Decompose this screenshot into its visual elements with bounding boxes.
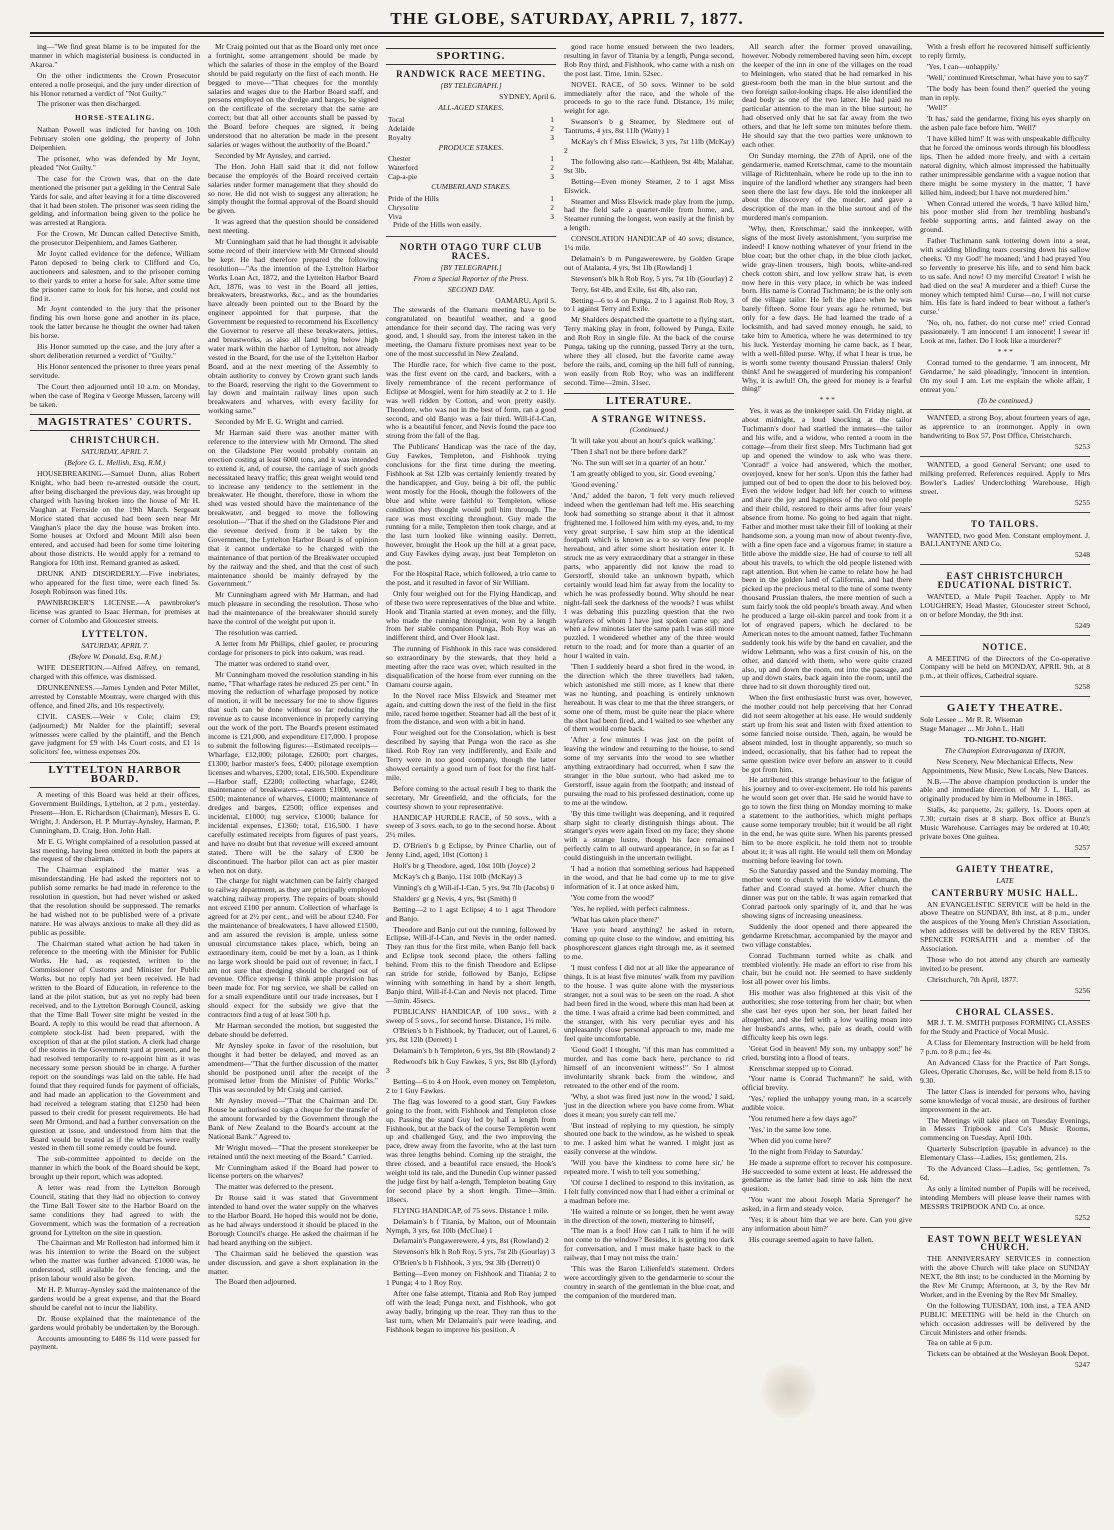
- article-text: His Honor summed up the case, and the jury after a short deliberation returned a verdict of "Guilty.": [30, 342, 200, 360]
- ad-number: 5258: [1074, 682, 1090, 692]
- article-text: The Court then adjourned until 10 a.m. on Monday, when the case of Regina v George Mussen, larceny will be taken.: [30, 381, 200, 409]
- stakes-title: ALL-AGED STAKES.: [438, 102, 504, 112]
- article-text: Delamain's b f Titania, by Malton, out of Mountain Nymph, 3 yrs, 6st 10lb (McClue) 1: [386, 1216, 556, 1235]
- article-text: Mr Harman seconded the motion, but suggested the debate should be deferred.: [208, 1020, 378, 1039]
- continued-label: (Continued.): [629, 425, 669, 435]
- ad-text: The Meetings will take place on Tuesday Evenings, in Messrs Tripbook and Co's Music Rooms, commencing on Tuesday, April 10th.: [920, 1115, 1090, 1143]
- article-text: Pride of the Hills won easily.: [393, 220, 482, 230]
- article-text: After one false attempt, Titania and Rob Roy jumped off with the lead; Punga next, and Fishhook, who got away badly, bringing up the rear. They ran thus to the last turn, when Mr Delamain's pair were leading, and Fishhook began to improve his position. A: [386, 1288, 556, 1334]
- dateline: SYDNEY, April 6.: [499, 91, 556, 101]
- classified-ad: [920, 409, 1090, 452]
- article-text: The flag was lowered to a good start, Guy Fawkes going to the front, with Fishhook and Templeton close up. Passing the stand Guy led by half a length from Fishhook, but at the back of the course Templeton went up and challenged Guy, and the two improving the pace, drew away from the favorite, who at the last turn was three lengths behind. Coming up the straight, the three closed, and a beautiful race ensued, the Hook's weight told its tale, and the Dunedin Cup winner passed the judge first by half a-length, Templeton beating Guy for second place by a short length. Time—3min. 18secs.: [386, 1096, 556, 1204]
- article-text: Dr Rouse said it was stated that Government intended to hand over the water supply on the wharves to the Harbor Board. He hoped this would not be done, as he had always understood it should be placed in the Borough Council's charge. He asked the chairman if he had heard anything on the subject.: [208, 1193, 378, 1247]
- dateline: SATURDAY, APRIL 7.: [81, 641, 149, 651]
- ad-number: 5256: [1074, 985, 1090, 995]
- article-text: HANDICAP HURDLE RACE, of 50 sovs., with a sweep of 3 sovs. each, to go to the second horse. About 2½ miles.: [386, 812, 556, 840]
- table-row: Chester 1: [388, 154, 554, 164]
- classified-ad: [920, 1227, 1090, 1371]
- article-text: A meeting of this Board was held at their offices, Government Buildings, Lyttelton, at 2 p.m., yesterday. Present—Hon. E. Richardson (Chairman), Messrs E. G. Wright, J. Anderson, H. P. Murray-Aynsley, Harman, P. Cunningham, D. Craig, Hon. John Hall.: [30, 790, 200, 835]
- article-text: Vinning's ch g Will-if-I-Can, 5 yrs, 9st 7lb (Jacobs) 0: [393, 882, 555, 892]
- story-text: So the Saturday passed and the Sunday morning. The mother went to church with the widow Lehmann, the father and Conrad stayed at home. After church the dinner was put on the table. It was again remarked that Conrad partook only sparingly of it, and that he was showing signs of increasing uneasiness.: [742, 866, 912, 920]
- classified-ad: [920, 512, 1090, 561]
- story-text: 'And,' added the baron, 'I felt very much relieved indeed when the gentleman had left me. His searching look had something so strange about it that it almost frightened me. I followed him with my eyes, and, to my very great surprise, I saw him stop at the identical footpath which is known as a to so very few people hereabout, and after some short hesitation enter it. It struck me as very extraordinary that a stranger in these parts, who apparently did not know the road to Gerstorff, should take an unknown bypath, which certainly would lead him far away from the locality to which he was professedly bound. Why should he near night-fall seek the darkness of the woods? I was whilst I was debating this puzzling question that the two wayfarers of whom I have just spoken came up; and when a few minutes later the same path I was still more puzzled. I wondered whether any of the three would return to the road; and for more than a quarter of an hour I waited in vain.: [564, 490, 734, 661]
- ad-line: The Champion Extravaganza of IXION,: [944, 745, 1066, 755]
- article-text: Mr Cunningham agreed with Mr Harman, and had much pleasure in seconding the resolution. Those who had the maintenance of the breakwater should surely have the control of the weight put upon it.: [208, 590, 378, 627]
- article-text: Seconded by Mr Aynsley, and carried.: [215, 150, 331, 160]
- article-text: Betting—Even money on Fishhook and Titania; 2 to 1 Punga; 4 to 1 Roy Roy.: [386, 1269, 556, 1288]
- story-text: When the first enthusiastic burst was over, however, the mother could not help perceiving that her Conrad did not seem altogether at his ease. He would suddenly start up from his seat and listen with fixed attention to some fancied noise outside. Then, again, he would be absent minded, lost in thought apparently, so much so indeed, occasionally, that his father had to repeat the same question twice over before an answer to it could be got from him.: [742, 693, 912, 774]
- sub-heading: A STRANGE WITNESS.: [591, 413, 707, 424]
- ad-text: WANTED, a Male Pupil Teacher. Apply to Mr LOUGHREY, Head Master, Gloucester street School, on or before Monday, the 9th inst.: [920, 592, 1090, 619]
- article-text: DRUNKENNESS.—James Lynden and Peter Millet, arrested by Constable Moutray, were charged with this offence, and fined 20s, and 10s respectively.: [30, 683, 200, 710]
- table-row: Adelaide 2: [388, 123, 554, 133]
- story-text: He made a supreme effort to recover his composure. He succeeded to some extent at least. He addressed the gendarme as the latter had time to ask him the next question.: [742, 1157, 912, 1194]
- ad-text: To the Advanced Class—Ladies, 5s; gentlemen, 7s 6d.: [920, 1164, 1090, 1182]
- ad-line: New Scenery, New Mechanical Effects, New Appointments, New Music, New Locals, New Dances.: [921, 756, 1089, 775]
- ad-title: CHORAL CLASSES.: [955, 1006, 1055, 1017]
- stakes-title: PRODUCE STAKES.: [438, 142, 504, 152]
- ad-number: 5249: [1074, 620, 1090, 630]
- story-text: All search after the former proved unavailing, however. Nobody remembered having seen him, except the keeper of the inn in one of the villages on the road to Meiningen, who stated that he had remarked in his guest-room both the man in the blue surtout and the two foreign sailor-looking chaps. He also identified the dead body as one of the two latter. He had paid no particular attention to the man in the blue surtout; he had observed only that he sat far away from the two others, and that he left some ten minutes before them. He should say that the two parties were unknown to each other.: [742, 43, 912, 149]
- table-row: Pride of the Hills 1: [388, 194, 554, 204]
- article-text: O'Brien's b h Fishhook, 3 yrs, 9st 3lb (Derrett) 0: [393, 1258, 540, 1268]
- story-text: Father Tuchmann sank tottering down into a seat, with scalding blinding tears coursing down his sallow cheeks. 'O my God!' he moaned; 'and I had prayed You so fervently to preserve his life, and to send him back to us safe. And now! O my merciful Creator! I wish he had died on the sea! A murderer and a thief! Curse the money which tempted him! Curse—no, I will not curse him. His fate is hard indeed to bear without a father's curse.': [920, 236, 1090, 317]
- story-text: Suddenly the door opened and there appeared the gendarme Kretschmar, accompanied by the mayor and two village constables.: [742, 921, 912, 949]
- story-text: Conrad turned to the gendarme. 'I am innocent, Mr Gendarme,' he said pleadingly, 'innocent in intention. On my soul I am. Let me explain the whole affair, I entreat you.': [920, 357, 1090, 394]
- article-text: McKay's ch f Miss Elswick, 3 yrs, 7st 11lb (McKay) 2: [564, 137, 734, 155]
- article-text: The stewards of the Oamaru meeting have to be congratulated on beautiful weather, and a good attendance for their second day. The racing was very good, and, I should say, from the interest taken in the meeting, the Oamaru fixture promises next year to be one of the most successful in New Zealand.: [386, 304, 556, 359]
- article-text: Seconded by Mr E. G. Wright and carried.: [215, 417, 344, 427]
- results-table: [386, 115, 556, 142]
- ad-line: TO-NIGHT. TO-NIGHT.: [964, 734, 1046, 744]
- story-text: 'I have killed him!' It was with unspeakable difficulty that he forced the ominous words through his bloodless lips. Then he added more freely, and with a certain natural dignity, which almost impressed the habitually rather unimpressible gendarme with a vague notion that there might be some mystery in the matter, 'I have killed him, indeed; but I have not murdered him.': [920, 134, 1090, 197]
- ad-title: NOTICE.: [982, 641, 1028, 652]
- article-text: Mr Wright moved—"That the present storekeeper be retained until the next meeting of the Board." Carried.: [208, 1142, 378, 1161]
- article-text: Nathan Powell was indicted for having on 10th February stolen one gelding, the property of John Deipenhien.: [30, 125, 200, 153]
- article-text: Dr. Rouse explained that the maintenance of the gardens would probably be undertaken by the Borough.: [30, 1313, 200, 1332]
- article-text: For the Hospital Race, which followed, a trio came to the post, and it resulted in favor of Sir William.: [386, 568, 556, 587]
- ad-text: WANTED, a strong Boy, about fourteen years of age, as apprentice to an ironmonger. Apply in own handwriting to Box 57, Post Office, Christchurch.: [920, 413, 1090, 441]
- dateline: OAMARU, April 5.: [495, 295, 556, 305]
- story-text: 'Then I suddenly heard a shot fired in the wood, in the direction which the three travellers had taken, which astonished me still more, as I knew that there was no hunting, and poaching is entirely unknown hereabout. It was clear to me that the three strangers, or some one of them, must be quite near the place where the shot had been fired, and I waited to see whether any of them would come back.: [564, 662, 734, 734]
- article-text: D. O'Brien's b g Eclipse, by Prince Charlie, out of Jenny Lind, aged, 10st (Cotton) 1: [386, 841, 556, 860]
- sub-heading: NORTH OTAGO TURF CLUB RACES.: [399, 242, 543, 262]
- article-text: Mr Cunningham moved the resolution standing in his name, "That wharfage rates be reduced 25 per cent." In moving the reduction of wharfage proposed by notice of motion, it will be necessary for me to show figures that such can be done without so far reducing the revenue as to cause inconvenience in properly carrying out the work of the port. The Board's present estimated income is £21,000, and expenditure £17,000. I propose to submit the following figures:—Estimated receipts—Wharfage, £12,000; pilotage, £2600; port charges, £1300; harbor master's fees, £400; pilotage exemption licenses and wharves, £200; total, £16,500. Expenditure—Harbor staff, £2200; collecting wharfage, £240; maintenance of breakwaters—eastern £1000, western £500; maintenance of wharves, £1000; maintenance of dredges and barges, £2500; office expenses and incidental, £1000; tug service, £1000; balance for incidental expenses, £1360; total, £16,500. I have carefully estimated receipts from figures of past years, and have no doubt but that revenue will exceed amount stated. There will be the salary of £300 be discontinued. The harbor pilot can act as pier master when not on duty.: [208, 669, 378, 875]
- story-text: 'I am greatly obliged to you, sir. Good evening.': [571, 469, 716, 479]
- article-text: In the Novel race Miss Elswick and Steamer met again, and cutting down the rest of the field in the first mile, raced home together. Steamer had all the best of it from the distance, and won with a bit in hand.: [386, 690, 556, 727]
- story-text: 'But instead of replying to my question, he simply shouted one back to the window, as he wished to speak to me. I asked him what he wanted. I might just as easily converse at the window.: [564, 1120, 734, 1157]
- column-4: [564, 43, 734, 1523]
- story-text: 'It will take you about an hour's quick walking.': [571, 436, 715, 446]
- article-text: ing—"We find great blame is to be imputed for the manner in which magisterial business is conducted in Akaroa.": [30, 43, 200, 69]
- story-text: 'After a few minutes I was just on the point of leaving the window and returning to the house, to send some of my servants into the wood to see whether anything extraordinary had occurred, when I saw the stranger in the blue surtout, who had asked me to Gerstorff, issue again from the footpath; and instead of pursuing the road to his professed destination, come up to me at the window.: [564, 735, 734, 807]
- article-text: Mr Shalders despatched the quartette to a flying start, Terry making play in front, followed by Punga, Exile and Rob Roy in single file. At the back of the course Punga, taking up the running, passed Terry at the turn, where they all closed, but the favorite came away before the rails, and, coming up the hill full of running, won easily from Rob Roy, who was an indifferent second. Time—2min. 31sec.: [564, 315, 734, 387]
- story-text: 'You want me about Joseph Maria Sprenger?' he asked, in a firm and steady voice.: [742, 1195, 912, 1214]
- article-text: The matter was ordered to stand over.: [215, 658, 330, 668]
- article-text: Delamain's b m Pungawerewere, by Golden Grape out of Atalanta, 4 yrs, 9st 1lb (Rowland) 1: [564, 253, 734, 272]
- byline: From a Special Reporter of the Press.: [413, 273, 529, 283]
- ad-text: Stalls, 4s; parquette, 2s; gallery, 1s. Doors open at 7.30; curtain rises at 8 sharp. Box office at Bunz's Music Warehouse. Carriages may be ordered at 10.40; private boxes One guinea.: [920, 805, 1090, 841]
- column-6: [920, 43, 1090, 1523]
- article-text: The prisoner, who was defended by Mr Joynt, pleaded "Not Guilty.": [30, 153, 200, 172]
- story-text: 'Good evening.': [571, 479, 619, 489]
- article-text: Holt's br g Theodore, aged, 10st 10lb (Joyce) 2: [393, 861, 536, 871]
- article-text: DRUNK AND DISORDERLY.—Five inebriates, who appeared for the first time, were each fined 5s. Joseph Robinson was fined 10s.: [30, 569, 200, 596]
- article-text: The prisoner was then discharged.: [37, 99, 141, 109]
- article-text: For the Crown, Mr Duncan called Detective Smith, the prosecutor Deipenhiem, and James Gatherer.: [30, 229, 200, 248]
- classified-ad: [920, 696, 1090, 853]
- results-table: [386, 154, 556, 181]
- ad-line: LATE: [996, 875, 1014, 885]
- column-2: [208, 43, 378, 1523]
- telegraph-line: [BY TELEGRAPH.]: [440, 263, 502, 273]
- continued-label: (To be continued.): [977, 395, 1033, 405]
- results-table: [386, 194, 556, 221]
- article-text: Mr Joynt called evidence for the defence, William Paton deposed to being clerk to Clifford and Co, auctioneers and salesmen, and to the prisoner coming to their yards to enter a horse for sale. After some time the prisoner came to look for his horse, and could not find it.: [30, 249, 200, 303]
- section-heading: MAGISTRATES' COURTS.: [30, 414, 200, 431]
- article-text: On the other indictments the Crown Prosecutor entered a nolle prosequi, and the jury under direction of his Honor returned a verdict of "Not Guilty.": [30, 70, 200, 98]
- story-text: 'Of course I declined to respond to this invitation, as I felt fully convinced now that I had either a criminal or a madman before me.: [564, 1177, 734, 1205]
- article-text: FLYING HANDICAP, of 75 sovs. Distance 1 mile.: [393, 1205, 549, 1215]
- story-text: He attributed this strange behaviour to the fatigue of his journey and to over-excitement. He told his parents he would soon get over that. He said he would have to go to town the first thing on Monday morning to make a statement to the authorities, which might perhaps cause some temporary trouble; but it would be all right in the end, he was quite sure. When his parents pressed him to be more explicit, he told them not to trouble about it; it was all right. He would tell them on Monday morning before leaving for town.: [742, 775, 912, 865]
- ad-title: CANTERBURY MUSIC HALL.: [931, 887, 1079, 898]
- article-text: A letter from Mr Phillips, chief gaoler, re procuring cordage for prisoners to pick into oakum, was read.: [208, 638, 378, 657]
- story-text: 'Why, a shot was fired just now in the wood,' I said, 'just in the direction where you have come from. What does it mean; you surely can tell me.': [564, 1091, 734, 1119]
- table-row: Waterford 2: [388, 163, 554, 173]
- article-text: The Chairman stated what action he had taken in reference to the meeting with the Minister for Public Works. He had, as requested, written to the Commissioner of Customs and Minister for Public Works, but no reply had yet been received. He had written to the Board of Education, in reference to the land at the pilot station, but as yet no reply had been received, and to the Lyttelton Borough Council, asking that the Time Ball Tower site might be vested in the Board. A reply to this would be read that afternoon. A complete stock-list had been prepared, with the exception of that at the pilot station. A clerk had charge of the stores in the Government yard at present, and he had resolved temporarily to re-appoint him as it was necessary some person should be in charge. A further report on the soundings was laid on the table. He had found that they required funds for payment of officials, and had made an application to the Government and had received a telegram stating that £1250 had been passed to their credit for present requirements. He had seen Mr Ormond, and had a further conversation on the question at issue, and understood from him that the Board would be treated as if the wharves were really vested in them till some remedy could be found.: [30, 938, 200, 1153]
- masthead: THE GLOBE, SATURDAY, APRIL 7, 1877.: [390, 9, 744, 28]
- article-text: Swanson's b g Steamer, by Sledmere out of Tantrums, 4 yrs, 8st 11lb (Watty) 1: [564, 117, 734, 136]
- article-text: Mr Aynsley moved—"That the Chairman and Dr. Rouse be authorised to sign a cheque for the transfer of the amount forwarded by the Government through the Bank of New Zealand to the Board's account at the National Bank." Agreed to.: [208, 1096, 378, 1141]
- article-text: The matter was deferred to the present.: [215, 1182, 334, 1192]
- story-text: 'Will you have the kindness to come here sir,' he repeated more. 'I wish to tell you something.': [564, 1158, 734, 1177]
- article-text: McKay's ch g Banjo, 11st 10lb (McKay) 3: [393, 871, 522, 881]
- ad-text: MR J. T. M. SMITH purposes FORMING CLASSES for the Study and Practice of Vocal Music.: [920, 1018, 1090, 1037]
- article-text: Mr Aynsley spoke in favor of the resolution, but thought it had better be delayed, and moved as an amendment—"That the further discussion of the matter should be postponed until after the receipt of the promised letter from the Minister of Public Works." This was seconded by Mr Craig and carried.: [208, 1040, 378, 1095]
- ad-number: 5248: [1074, 550, 1090, 560]
- story-text: 'When did you come here?': [749, 1135, 832, 1145]
- article-text: Betting—6 to 4 on Hook, even money on Templeton, 2 to 1 Guy Fawkes.: [386, 1077, 556, 1095]
- article-text: The following also ran:—Kathleen, 9st 4lb; Malahar, 9st 3lb.: [564, 156, 734, 175]
- article-text: Betting—6 to 4 on Punga, 2 to 1 against Rob Roy, 3 to 1 against Terry and Exile.: [564, 295, 734, 314]
- story-text: 'Good God! I thought, "if this man has committed a murder, and has come back here, perchance to rid himself of an inconvenient witness!" So I almost involuntarily shrank back from the window, and retreated to the other end of the room.: [564, 1045, 734, 1090]
- article-text: Shalders' gr g Nevis, 4 yrs, 9st (Smith) 0: [393, 893, 517, 903]
- article-text: Delamain's b h Templeton, 6 yrs, 9st 8lb (Rowland) 2: [393, 1046, 556, 1056]
- ad-text: A MEETING of the Directors of the Co-operative Company will be held on MONDAY, APRIL 9th, at 8 p.m., at their offices, Cathedral square.: [920, 653, 1090, 681]
- article-text: The Chairman said he believed the question was under discussion, and gave a short explanation in the matter.: [208, 1248, 378, 1276]
- article-text: WIFE DESERTION.—Alfred Alfrey, on remand, charged with this offence, was dismissed.: [30, 663, 200, 682]
- table-row: Royalty 3: [388, 132, 554, 142]
- day-label: SECOND DAY.: [447, 284, 495, 294]
- ad-title: TO TAILORS.: [970, 518, 1040, 529]
- masthead-rule: [30, 32, 1104, 37]
- story-text: Yes, it was as the innkeeper said. On Friday night, at about midnight, a loud knocking at the tailor Tuchmann's door had startled the inmates—the tailor and his wife, and a widow, who rented a room in the cottage—from their first sleep. Mrs Tuchmann had got up and opened the window to ask who was there. 'Conrad!' a voice had answered, which the mother, overjoyed, knew for her son's. Upon this the father had jumped out of bed to open the door to his beloved boy. Even the widow lodger had left her couch to witness and share the joy and happiness of the two old people and their child, restored to their arms after four years' absence from home. No going to bed again that night. Father and mother must take their fill of looking at their handsome son, a young man now of about twenty-five, with a fine open face and a vigorous frame; in stature a little above the middle size. He had of course to tell all about his travels, to which the old people listened with rapt attention. But when he came to relate how he had been in the golden land of California, and had there picked up the precious metal to the tune of some twenty thousand Prussian thalers, the mere mention of such a sum fairly took the old people's breath away. And when he produced a large oil-skin parcel and took from it a lot of engraved papers, which he declared to be American notes to the amount named, father Tuchmann suddenly took his wife by the hand en cavalier, and the widow Lehmann, who was a first cousin of his, on the other, and danced with them, who were quite crazed also, up and down the room, out into the passage, and up and down stairs, back again into the room, until the three had to sit down thoroughly tired out.: [742, 406, 912, 692]
- ad-text: Those who do not attend any church are earnestly invited to be present.: [920, 954, 1090, 973]
- sub-heading: CHRISTCHURCH.: [70, 435, 160, 446]
- section-heading: HORSE-STEALING.: [75, 114, 155, 123]
- article-text: PAWNBROKER'S LICENSE.—A pawnbroker's license was granted to Isaac Herman, for premises at corner of Colombo and Gloucester streets.: [30, 597, 200, 625]
- table-row: Tocal 1: [388, 114, 554, 124]
- story-text: 'Well?': [927, 103, 948, 113]
- story-text: 'Yes, I can—unhappily.': [927, 61, 999, 71]
- stakes-title: CUMBERLAND STAKES.: [431, 182, 511, 192]
- story-text: 'Yes,' in the same low tone.: [749, 1124, 832, 1134]
- story-text: 'Your name is Conrad Tuchmann?' he said, with official brevity.: [742, 1074, 912, 1093]
- article-text: Mr E. G. Wright complained of a resolution passed at last meeting, having been omitted in both the papers at the request of the chairman.: [30, 836, 200, 864]
- article-text: Mr Joynt contended to the jury that the prisoner finding his own horse gone and another in its place, took the latter because he thought the owner had taken his horse.: [30, 304, 200, 341]
- story-text: 'Then I sha'l not be there before dark?': [571, 447, 688, 457]
- article-text: The Hon. John Hall said that it did not follow because the employés of the Board received certain salaries under former management that they should do so now. He did not wish to suggest any alteration; he simply thought the formal approval of the Board should be given.: [208, 161, 378, 216]
- dateline: SATURDAY, APRIL 7.: [81, 447, 149, 457]
- ad-text: Tea on table at 6 p.m.: [927, 1338, 993, 1348]
- article-text: The case for the Crown was, that on the date mentioned the prisoner put a gelding in the Central Sale Yards for sale, and after leaving it for a time discovered that it had been stolen. The prisoner was seen riding the gelding, and information being given to the police he was arrested at Rangiora.: [30, 173, 200, 228]
- story-text: 'Great God in heaven! My son, my unhappy son!' he cried, bursting into a flood of tears.: [742, 1043, 912, 1062]
- columns: [30, 43, 1104, 1523]
- section-break: * * *: [997, 347, 1013, 356]
- article-text: The Publicans' Handicap was the race of the day, Guy Fawkes, Templeton, and Fishhook trying conclusions for the first time during the meeting. Fishhook at Sst 12lb was certainly leniently treated by the handicapper, and Guy, being a bit off, the public went mostly for the Hook, though the followers of the blue and white were faithful to Templeton, whose condition they thought would pull him through. The race was most exciting throughout. Guy made the running for a mile, Templeton then took charge, and at the last turn looked like winning easily. Derrett, however, brought the Hook up the hill at a great pace, and Guy Fawkes dying away, just beat Templeton on the post.: [386, 442, 556, 568]
- bench: (Before W. Donald, Esq, R.M.): [68, 652, 162, 662]
- section-heading: SPORTING.: [386, 48, 556, 65]
- ad-text: Christchurch, 7th April, 1877.: [927, 974, 1019, 984]
- article-text: Steamer and Miss Elswick made play from the jump, had the field safe a quarter-mile from home, and, Steamer running the longest, won easily at the finish by a length.: [564, 196, 734, 233]
- ad-title: EAST CHRISTCHURCH EDUCATIONAL DISTRICT.: [937, 571, 1073, 591]
- article-text: Mr Craig pointed out that as the Board only met once a fortnight, some arrangement should be made by which the salaries of those in the employ of the Board should be paid regularly on the first of each month. He begged to move—"That cheques for the monthly salaries and wages due to the Harbor Board staff, and persons employed on the dredge and barges, be signed on the certificate of the secretary that the same are correct; but that all other accounts shall be passed by the Board before cheques are signed, it being understood that no alteration be made in the present salaries or wages without the authority of the Board.": [208, 43, 378, 149]
- classified-ad: [920, 456, 1090, 508]
- article-text: CONSOLATION HANDICAP of 40 sovs; distance, 1¼ mile.: [564, 234, 734, 253]
- article-text: The charge for night watchmen can be fairly charged to railway department, as they are principally employed watching railway property. The repairs of boats should not exceed £100 per annum. Collection of wharfage is agreed for at 2½ per cent., and will be about £240. For the maintenance of breakwaters, I have allowed £1500, and am assured the revision is ample, unless some unusual circumstance takes place, which, being an extraordinary item, could be met by a loan, as I think no large work should be paid out of revenue; in fact, I am not sure that dredging should be charged out of revenue. Office expense I think ample provision has been made for. For tug service, we shall be called on for a small expenditure until our trade increases, but I should expect for the subsidy we give that the contractors find a tug of at least 500 h.p.: [208, 876, 378, 1020]
- article-text: The running of Fishhook in this race was considered so extraordinary by the stewards, that they held a meeting after the race was over, which resulted in the disqualification of the horse from ever running on the Oamaru course again.: [386, 644, 556, 689]
- story-text: 'It has,' said the gendarme, fixing his eyes sharply on the ashen pale face before him. 'Well?': [920, 114, 1090, 133]
- story-text: On Sunday morning, the 27th of April, one of the gendarmerie, named Kretschmar, came to the mountain village of Richtenhain, where he rode up to the inn to inquire of the landlord whether any strangers had been seen there the last few days. He told the innkeeper all about the discovery of the murder, and gave a description of the man in the blue surtout and of the murdered man's companion.: [742, 150, 912, 223]
- story-text: Conrad Tuchmann turned white as chalk and trembled violently. He made an effort to rise from his chair, but he could not. He seemed to have suddenly lost all power over his limbs.: [742, 950, 912, 987]
- story-text: 'He waited a minute or so longer, then he went away in the direction of the town, muttering to himself,: [564, 1206, 734, 1225]
- ad-text: WANTED, a good General Servant; one used to milking preferred. References required. Apply to Mrs Bowler's Ladies' Underclothing Warehouse, High street.: [920, 460, 1090, 496]
- article-text: The Chairman explained the matter was a misunderstanding. He had asked the reporters not to publish some remarks he had made in reference to the resolution in question, but had never wished or asked that the resolution should be suppressed. The remarks he had wished not to be published were of a private nature. He was always anxious to make all they did as public as possible.: [30, 865, 200, 937]
- classified-ad: [920, 635, 1090, 693]
- article-text: HOUSEBREAKING.—Samuel Dunn, alias Robert Knight, who had been re-arrested outside the court, after being discharged the previous day, was brought up charged with having broken into the house of Mr H. Vaughan at Fernside on the 19th March. Sergeant Morice stated that accused had been seen near Mr Vaughan's place the day the house was broken into. Some houses at Oxford and Mount Mill also been entered, and accused had been for some time loitering about those districts. He would apply for a remand to Rangiora for 10th inst. Remand granted as asked.: [30, 469, 200, 568]
- ad-text: An Advanced Class for the Practice of Part Songs, Glees, Operatic Choruses, &c, will be held from 8.15 to 9.30.: [920, 1058, 1090, 1085]
- article-text: Only four weighed out for the Flying Handicap, and of these two were representatives of the blue and white. Hook and Titania started at even money, and the filly, who made the running throughout, won by a length from her stable companion Punga, Rob Roy was an indifferent third, and Over Hook last.: [386, 588, 556, 643]
- ad-number: 5257: [1074, 842, 1090, 852]
- ad-line: Sole Lessee ... Mr R. R. Wiseman: [920, 715, 1023, 725]
- section-break: * * *: [819, 395, 835, 405]
- ad-text: Tickets can be obtained at the Wesleyan Book Depot.: [927, 1349, 1089, 1359]
- ad-text: As only a limited number of Pupils will be received, intending Members will please leave their names with MESSRS TRIPBOOK AND Co. at once.: [920, 1183, 1090, 1211]
- section-heading: LITERATURE.: [564, 393, 734, 410]
- article-text: The sub-committee appointed to decide on the manner in which the book of the Board should be kept, brought up their report, which was adopted.: [30, 1154, 200, 1182]
- article-text: The Board then adjourned.: [215, 1277, 297, 1287]
- article-text: Mr H. P. Murray-Aynsley said the maintenance of the gardens would be a great expense, and that the Board should be careful not to incur the liability.: [30, 1285, 200, 1312]
- article-text: A letter was read from the Lyttelton Borough Council, stating that they had no objection to convey the Time Ball Tower site to the Harbor Board on the same conditions they had agreed to with the Government, which was the formation of a recreation ground for Lyttelton on the site in question.: [30, 1183, 200, 1237]
- article-text: The resolution was carried.: [215, 628, 298, 637]
- article-text: It was agreed that the question should be considered next meeting.: [208, 217, 378, 236]
- story-text: 'The body has been found then?' queried the young man in reply.: [920, 83, 1090, 102]
- article-text: Four weighed out for the Consolation, which is best described by saying that Punga won the race as she liked. Rob Roy ran very indifferently, and Exile and Terry were in too good company, though the latter showed certainly a good turn of foot for the first half-mile.: [386, 728, 556, 782]
- classified-ad: [920, 857, 1090, 996]
- section-heading: LYTTELTON HARBOR BOARD.: [30, 762, 200, 788]
- story-text: 'You returned here a few days ago?': [749, 1114, 857, 1124]
- table-row: Chrysolite 2: [388, 203, 554, 213]
- story-text: 'No, oh, no, father, do not curse me!' cried Conrad passionately. 'I am innocent! I am innocent! I swear it! Look at me, father. Do I look like a murderer?': [920, 318, 1090, 346]
- story-text: 'You come from the wood?': [571, 892, 655, 902]
- article-text: O'Brien's b h Fishhook, by Traducer, out of Laurel, 6 yrs, 8st 12lb (Derrett) 1: [386, 1026, 556, 1045]
- ad-text: The latter Class is intended for persons who, having some knowledge of vocal music, are desirous of further improvement in the art.: [920, 1086, 1090, 1114]
- story-text: 'In the night from Friday to Saturday.': [749, 1146, 864, 1156]
- article-text: The Chairman and Mr Rolleston had informed him it was his intention to write the Board on the subject when the matter was further advanced. £1000 was, he understood, still available for the fencing, and the prison labour would also be given.: [30, 1238, 200, 1284]
- ad-text: N.B.—The above champion production is under the able and immediate direction of Mr J. L. Hall, as originally produced by him in Melbourne in 1865.: [920, 776, 1090, 804]
- classified-ad: [920, 1000, 1090, 1223]
- paper-stain: [760, 1363, 818, 1419]
- article-text: good race home ensued between the two leaders, resulting in favor of Titania by a length, Punga second, Rob Roy third, and Fishhook, who came with a rush on the post last. Time, 1min. 52sec.: [564, 43, 734, 78]
- article-text: Redwood's blk h Guy Fawkes, 5 yrs, 9st 8lb (Lyford) 3: [386, 1057, 556, 1076]
- article-text: Accounts amounting to £486 9s 11d were passed for payment.: [30, 1333, 200, 1352]
- story-text: When Conrad uttered the words, 'I have killed him,' his poor mother slid from her trembling husband's feeble supporting arms, and fainted away on the ground.: [920, 198, 1090, 235]
- ad-number: 5252: [1074, 1212, 1090, 1222]
- ad-text: WANTED, two good Men. Constant employment. J. BALLANTYNE AND Co.: [920, 530, 1090, 549]
- article-text: Betting—Even money Steamer, 2 to 1 agst Miss Elswick.: [564, 176, 734, 195]
- story-text: Kretschmar stepped up to Conrad.: [749, 1063, 853, 1073]
- ad-title: GAIETY THEATRE.: [946, 702, 1064, 715]
- story-text: 'I had a notion that something serious had happened in the wood, and that he had come up to me to give information of it. I at once asked him,: [564, 864, 734, 891]
- story-text: 'By this time twilight was deepening, and it required sharp sight to clearly distinguish things about. The stranger's eyes were again fixed on my face; they shone with a strange lustre, though his face remained perfectly calm to all outward appearance, in so far as I could distinguish in the uncertain twilight.: [564, 808, 734, 863]
- article-text: Theodore and Banjo cut out the running, followed by Eclipse, Will-if-I-Can, and Nevis in the order named. They ran thus for the first mile, when Banjo fell back and Eclipse took second place, the others falling behind. From this to the finish Theodore and Eclipse ran stride for stride, followed by Banjo, Eclipse winning with something in hand by a short length, Banjo third, Will-if-I-Can and Nevis not placed. Time—5min. 45secs.: [386, 924, 556, 1005]
- ad-number: 5253: [1074, 442, 1090, 452]
- article-text: CIVIL CASES.—Weir v Cole; claim £9; (adjourned;) Mr Nalder for the plaintiff; several witnesses were called by the plaintiff, and the Bench gave judgment for £9 with 14s Court costs, and £1 1s solicitors' fee, witness expenses 20s.: [30, 711, 200, 757]
- article-text: Before coming to the actual result I beg to thank the secretary, Mr Greenfield, and the officials, for the courtesy shown to your representative.: [386, 783, 556, 811]
- divider: [386, 236, 556, 237]
- article-text: Betting—2 to 1 agst Eclipse; 4 to 1 agst Theodore and Banjo.: [386, 904, 556, 923]
- sub-heading: LYTTELTON.: [81, 629, 149, 640]
- column-3: [386, 43, 556, 1523]
- story-text: 'The man is a fool! How can I talk to him if he will not come to the window? Besides, it is getting too dark for conversation, and I must make haste back to the railway, that I may not miss the train.': [564, 1226, 734, 1263]
- story-text: 'This was the Baron Lilienfeld's statement. Orders were accordingly given to the gendarmerie to scour the country in search of the gentleman in the blue coat, and the companion of the murdered man.: [564, 1264, 734, 1300]
- article-text: Mr Harman said there was another matter with reference to the interview with Mr Ormond. The shed on the Gladstone Pier would probably contain an erection costing at least 6000 tons, and it was intended to extend it, and, of course, the carriage of such goods necessitated heavy traffic; this great weight would tend to increase any tendency to the settlement in the breakwater. He thought, therefore, those in whom the shed was vested should have the maintenance of the breakwater, and begged to move the following resolution—"That if the shed on the Gladstone Pier and the revenue derived from it be taken by the Government, the Lyttelton Harbor Board is of opinion that it cannot undertake to be charged with the maintenance of that portion of the Breakwater occupied by the railway and the shed, and that the cost of such maintenance should be mainly defrayed by the Government.": [208, 428, 378, 589]
- table-row: Cap-a-pie 3: [388, 172, 554, 182]
- telegraph-line: [BY TELEGRAPH.]: [440, 80, 502, 90]
- bench: (Before G. L. Mellish, Esq, R.M.): [64, 458, 166, 468]
- story-text: 'Yes, he replied, with perfect calmness.: [571, 903, 690, 913]
- story-text: 'I must confess I did not at all like the appearance of things. It is at least five minutes' walk from my pavilion to the house. I was quite alone with the mysterious stranger, not a soul was to be seen on the road. A shot had been fired in the wood, where this man had been at the time. I was afraid a crime had been committed, and the stranger, with his very peculiar eyes and his unpleasantly close personal approach to me, made me feel quite uncomfortable.: [564, 963, 734, 1044]
- ad-text: Quarterly Subscription (payable in advance) to the Elementary Class—Ladies, 15s; gentlemen, 21s.: [920, 1144, 1090, 1163]
- article-text: Terry, 6st 4lb, and Exile, 6st 4lb, also ran.: [571, 284, 698, 294]
- story-text: 'Yes; it is about him that we are here. Can you give any information about him?': [742, 1215, 912, 1233]
- story-text: 'Yes,' replied the unhappy young man, in a scarcely audible voice.: [742, 1094, 912, 1113]
- article-text: PUBLICANS' HANDICAP, of 100 sovs., with a sweep of 5 sovs., for second horse. Distance, 1½ mile.: [386, 1006, 556, 1025]
- table-row: Viva 3: [388, 212, 554, 222]
- article-text: His Honor sentenced the prisoner to three years penal servitude.: [30, 361, 200, 380]
- classified-ad: [920, 564, 1090, 630]
- ad-text: On the following TUESDAY, 10th inst, a TEA AND PUBLIC MEETING will be held in the Church on which occasion addresses will be delivered by the Circuit Ministers and other friends.: [920, 1300, 1090, 1337]
- story-text: 'Well,' continued Kretschmar, 'what have you to say?': [927, 72, 1089, 82]
- sub-heading: RANDWICK RACE MEETING.: [396, 68, 546, 79]
- article-text: Stevenson's blk h Rob Roy, 5 yrs, 7st 2lb (Gourlay) 3: [393, 1247, 556, 1257]
- article-text: Mr Cunningham said that he had thought it advisable some record of their interview with Mr Ormond should be kept. He had therefore prepared the following resolution—"As the intention of the Lyttelton Harbor Works Loan Act, 1872, and the Lyttelton Harbor Board Act, 1876, was to vest in the Board all jetties, breakwaters, breastworks, &c., and as the boundaries have already been pointed out to the Board by the engineer appointed for that purpose, that the Government be requested to recommend his Excellency the Governor to reserve all these breakwaters, jetties, and breastworks, as also all land lying below high water mark within the harbor of Lyttelton, not already vested in the Board, for the use of the Lyttelton Harbor Board, and at the next meeting of the Assembly to obtain authority to convey by Crown grant such lands to the Board, reserving the right to the Government to lay down and maintain railway lines upon such breakwaters and wharves, with every facility for working same.": [208, 237, 378, 416]
- column-5: [742, 43, 912, 1523]
- story-text: 'Why, then, Kretschmar,' said the innkeeper, with signs of the most lively astonishment, 'you surprise me indeed! I know nothing whatever of your friend in the blue coat; but the other chap, in the blue cloth jacket, wide gray-linen trousers, high boots, white-and-red check cotton shirt, and low yellow straw hat, is even now here in this very place, in which he was indeed born. His name is Conrad Tuchmann; he is the only son of the village tailor. He left the place when he was barely fifteen. Some four years ago he returned, but only for a few days. He had learned the trade of a locksmith, and had saved money enough, he said, to take him to America, where he was determined to try his luck. Yesterday morning he came back, as I hear, with a well-filled purse. Why, if what I hear is true, he is worth some twenty thousand Prussian thalers! Only think! And he swaggered of murdering his companion! Why, it is awful! Oh, the greed for money is a fearful thing!': [742, 224, 912, 394]
- ad-text: A Class for Elementary Instruction will be held from 7 p.m. to 8 p.m.; fee 4s.: [920, 1038, 1090, 1057]
- article-text: NOVEL RACE, of 50 sovs. Winner to be sold immediately after the race, and the whole of the proceeds to go to the race fund. Distance, 1½ mile; weight for age.: [564, 79, 734, 116]
- ad-number: 5247: [1074, 1360, 1090, 1370]
- ad-text: THE ANNIVERSARY SERVICES in connection with the above Church will take place on SUNDAY NEXT, the 8th inst; to be conducted in the Morning by the Rev Mr Crump; Afternoon, at 3, by the Rev Mr Worker, and in the Evening by the Rev Mr Smalley.: [920, 1254, 1090, 1299]
- story-text: With a fresh effort he recovered himself sufficiently to reply firmly,: [920, 43, 1090, 60]
- article-text: Mr Cunningham asked if the Board had power to license porters on the wharves?: [208, 1162, 378, 1181]
- ad-text: AN EVANGELISTIC SERVICE will be held in the above Theatre on SUNDAY, 8th inst, at 8 p.m., under the auspices of the Young Men's Christian Association, when addresses will be delivered by the REV THOS. SPENCER FORSAITH and a member of the Association.: [920, 899, 1090, 954]
- article-text: Stevenson's blk h Rob Roy, 5 yrs, 7st 1lb (Gourlay) 2: [571, 273, 734, 283]
- column-1: [30, 43, 200, 1523]
- story-text: His courage seemed again to have fallen.: [749, 1234, 874, 1244]
- story-text: 'Have you heard anything? he asked in return, coming up quite close to the window, and emitting his phosphorescent glances right through me, as it seemed to me.: [564, 925, 734, 962]
- story-text: 'What has taken place there?': [571, 914, 659, 924]
- story-text: 'No. The sun will set in a quarter of an hour.': [571, 458, 707, 468]
- story-text: His mother was also frightened at this visit of the authorities; she rose tottering from her chair; but when she cast her eyes upon her son, her heart failed her altogether, and she fell with a low wailing moan into her husband's arms, who, pale as death, could with difficulty keep his own legs.: [742, 988, 912, 1042]
- article-text: The Hurdle race, for which five came to the post, was the first event on the card, and backers, with a lively remembrance of the recent performance of Eclipse at Mosgiel, went for him steadily at 2 to 1. He was well ridden by Cotton, and won pretty easily. Theodore, who was not in the best of form, ran a good second, and old Banjo was a fair third. Will-if-I-Can, who is a beautiful fencer, and Nevis found the pace too strong from the fall of the flag.: [386, 360, 556, 441]
- ad-line: Stage Manager ... Mr John L. Hall: [920, 724, 1025, 733]
- ad-number: 5255: [1074, 497, 1090, 507]
- article-text: Delamain's Pungawerewere, 4 yrs, 8st (Rowland) 2: [393, 1236, 549, 1246]
- ad-title: EAST TOWN BELT WESLEYAN CHURCH.: [927, 1233, 1083, 1253]
- ad-title: GAIETY THEATRE,: [956, 863, 1054, 874]
